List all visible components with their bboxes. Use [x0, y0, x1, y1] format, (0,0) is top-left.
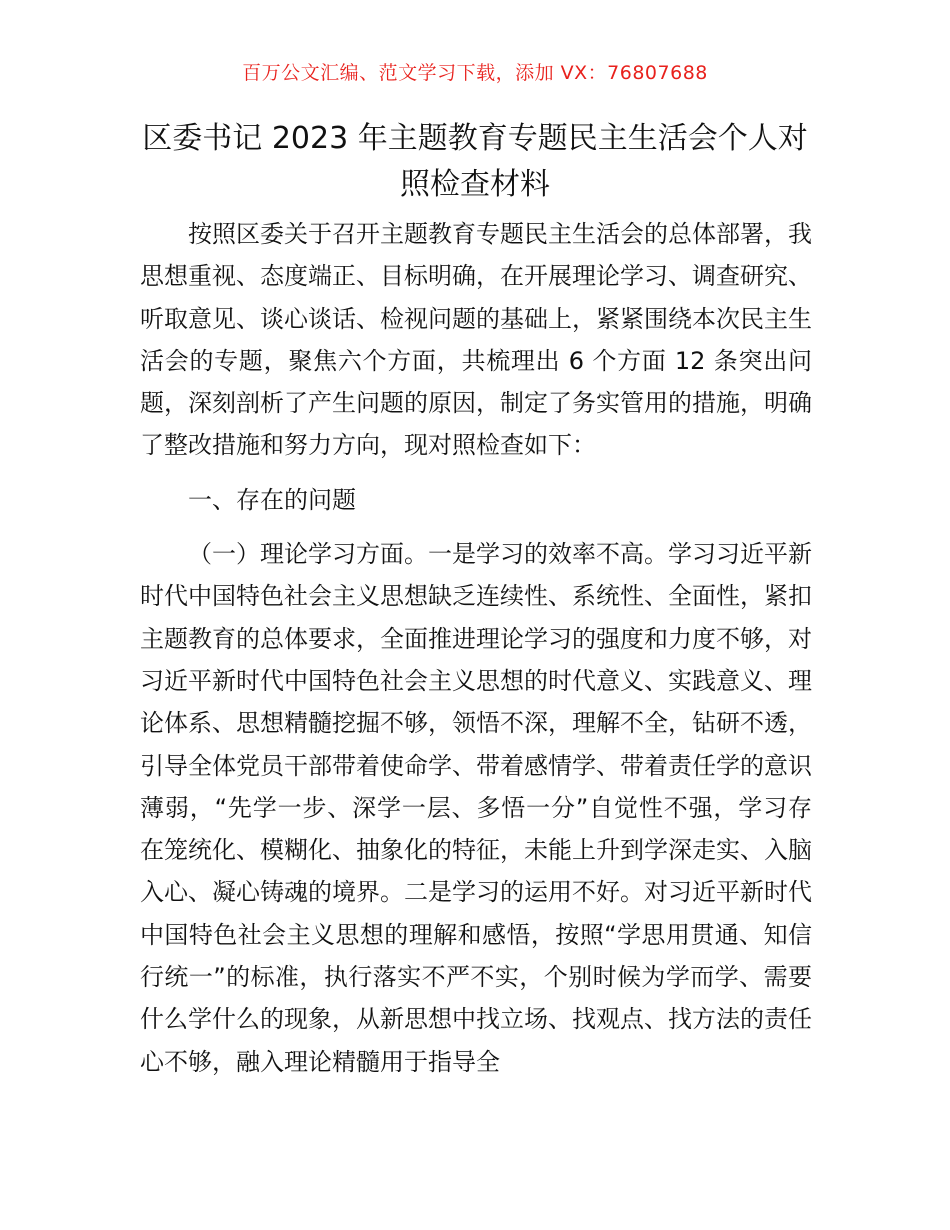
body-paragraph: （一）理论学习方面。一是学习的效率不高。学习习近平新时代中国特色社会主义思想缺乏连续性、系统性、全面性，紧扣主题教育的总体要求，全面推进理论学习的强度和力度不够，对习近平新时代中国特色社会主义思想的时代意义、实践意义、理论体系、思想精髓挖掘不够，领悟不深，理解不全，钻研不透，引导全体党员干部带着使命学、带着感情学、带着责任学的意识薄弱，“先学一步、深学一层、多悟一分”自觉性不强，学习存在笼统化、模糊化、抽象化的特征，未能上升到学深走实、入脑入心、凝心铸魂的境界。二是学习的运用不好。对习近平新时代中国特色社会主义思想的理解和感悟，按照“学思用贯通、知信行统一”的标准，执行落实不严不实，个别时候为学而学、需要什么学什么的现象，从新思想中找立场、找观点、找方法的责任心不够，融入理论精髓用于指导全 [140, 540, 812, 1076]
document-body [140, 213, 812, 1083]
section-heading: 一、存在的问题 [188, 485, 356, 514]
document-title: 区委书记 2023 年主题教育专题民主生活会个人对照检查材料 [142, 121, 808, 202]
header-note: 百万公文汇编、范文学习下载，添加 VX：76807688 [242, 62, 708, 84]
intro-paragraph: 按照区委关于召开主题教育专题民主生活会的总体部署，我思想重视、态度端正、目标明确，在开展理论学习、调查研究、听取意见、谈心谈话、检视问题的基础上，紧紧围绕本次民主生活会的专题，聚焦六个方面，共梳理出 6 个方面 12 条突出问题，深刻剖析了产生问题的原因，制定了务实管用的措施，明确了整改措施和努力方向，现对照检查如下： [140, 220, 812, 460]
